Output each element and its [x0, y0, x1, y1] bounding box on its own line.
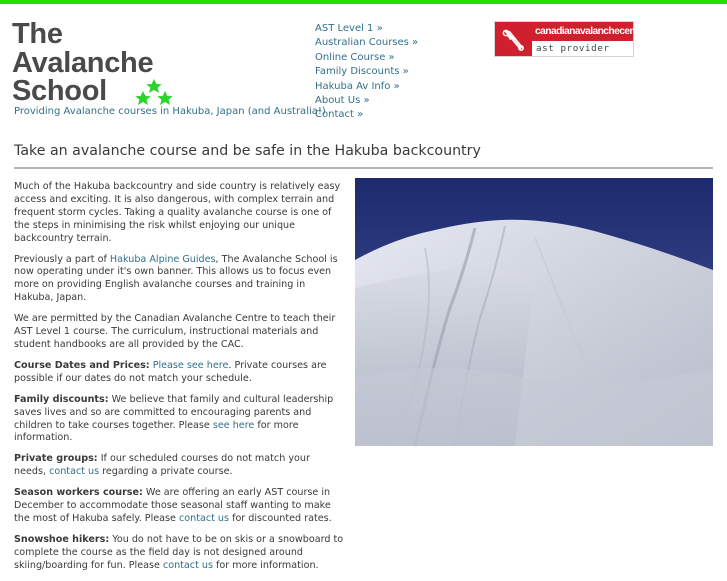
- private-contact-link[interactable]: contact us: [49, 466, 100, 478]
- season-text-after: for discounted rates.: [229, 512, 332, 524]
- private-text-after: regarding a private course.: [99, 466, 233, 478]
- history-paragraph: [14, 254, 344, 306]
- dates-link[interactable]: Please see here: [152, 359, 229, 371]
- snowshoe-text-before: You do not have to be on skis or a snowboard to complete the course as the field day is not designed around skiing/boarding for fun. Please: [14, 533, 344, 571]
- snowshoe-contact-link[interactable]: contact us: [162, 559, 213, 571]
- logo-line-2: Avalanche: [12, 47, 154, 79]
- main-nav: [315, 22, 418, 123]
- nav-ast-level-1[interactable]: AST Level 1 »: [315, 23, 383, 34]
- family-see-here-link[interactable]: see here: [212, 419, 255, 431]
- site-tagline: Providing Avalanche courses in Hakuba, Japan (and Australia!): [14, 106, 326, 117]
- family-text-after: for more information.: [14, 419, 299, 444]
- stars-icon: [134, 79, 184, 107]
- history-text-before: Previously a part of: [14, 253, 110, 265]
- nav-australian-courses[interactable]: Australian Courses »: [315, 37, 419, 49]
- season-label: Season workers course:: [14, 487, 143, 499]
- logo-line-1: The: [12, 18, 63, 50]
- nav-online-course[interactable]: Online Course »: [315, 51, 395, 63]
- badge-emblem: [495, 22, 532, 56]
- badge-title: canadianavalanchecentre: [532, 22, 633, 41]
- avalanche-slope-photo: [355, 178, 713, 446]
- badge-subtitle: ast provider: [536, 43, 610, 54]
- private-text-before: If our scheduled courses do not match your needs,: [14, 453, 310, 478]
- nav-hakuba-av-info[interactable]: Hakuba Av Info »: [315, 80, 400, 92]
- hakuba-alpine-guides-link[interactable]: Hakuba Alpine Guides: [109, 253, 216, 265]
- dates-paragraph: [14, 360, 344, 386]
- dates-label: Course Dates and Prices:: [14, 359, 150, 371]
- snowshoe-label: Snowshoe hikers:: [14, 533, 110, 545]
- nav-about-us[interactable]: About Us »: [315, 95, 370, 107]
- private-label: Private groups:: [14, 453, 98, 465]
- main-content: [14, 181, 344, 581]
- page-headline: Take an avalanche course and be safe in the Hakuba backcountry: [14, 143, 481, 159]
- season-contact-link[interactable]: contact us: [178, 512, 230, 524]
- site-logo[interactable]: [12, 20, 212, 106]
- ice-axe-icon: [495, 22, 532, 56]
- nav-contact[interactable]: Contact »: [315, 109, 364, 121]
- headline-divider: [14, 167, 713, 169]
- intro-paragraph: Much of the Hakuba backcountry and side country is relatively easy access and exciting. It is also dangerous, with complex terrain and frequent storm cycles. Taking a quality avalanche course is one of the steps in minimising the risk whilst enjoying our unique backcountry terrain.: [14, 181, 341, 244]
- family-label: Family discounts:: [14, 393, 109, 405]
- season-paragraph: [14, 487, 344, 526]
- dates-text-after: . Private courses are possible if our dates do not match your schedule.: [14, 359, 327, 384]
- logo-line-3: School: [12, 75, 107, 107]
- season-text-before: We are offering an early AST course in December to accommodate those seasonal staff wanting to make the most of Hakuba safely. Please: [14, 487, 331, 524]
- nav-family-discounts[interactable]: Family Discounts »: [315, 66, 409, 78]
- snowshoe-text-after: for more information.: [212, 559, 319, 571]
- cac-paragraph: We are permitted by the Canadian Avalanche Centre to teach their AST Level 1 course. The curriculum, instructional materials and student handbooks are all provided by the CAC.: [14, 313, 336, 350]
- family-text-before: We believe that family and cultural leadership saves lives and so are committed to encouraging parents and children to take courses together. Please: [14, 393, 334, 431]
- snowshoe-paragraph: [14, 534, 344, 573]
- history-text-after: , The Avalanche School is now operating under it's own banner. This allows us to focus even more on providing English avalanche courses and training in Hakuba, Japan.: [14, 253, 338, 304]
- family-paragraph: [14, 394, 344, 446]
- top-accent-bar: [0, 0, 727, 4]
- cac-provider-badge[interactable]: [494, 21, 647, 57]
- private-paragraph: [14, 453, 344, 479]
